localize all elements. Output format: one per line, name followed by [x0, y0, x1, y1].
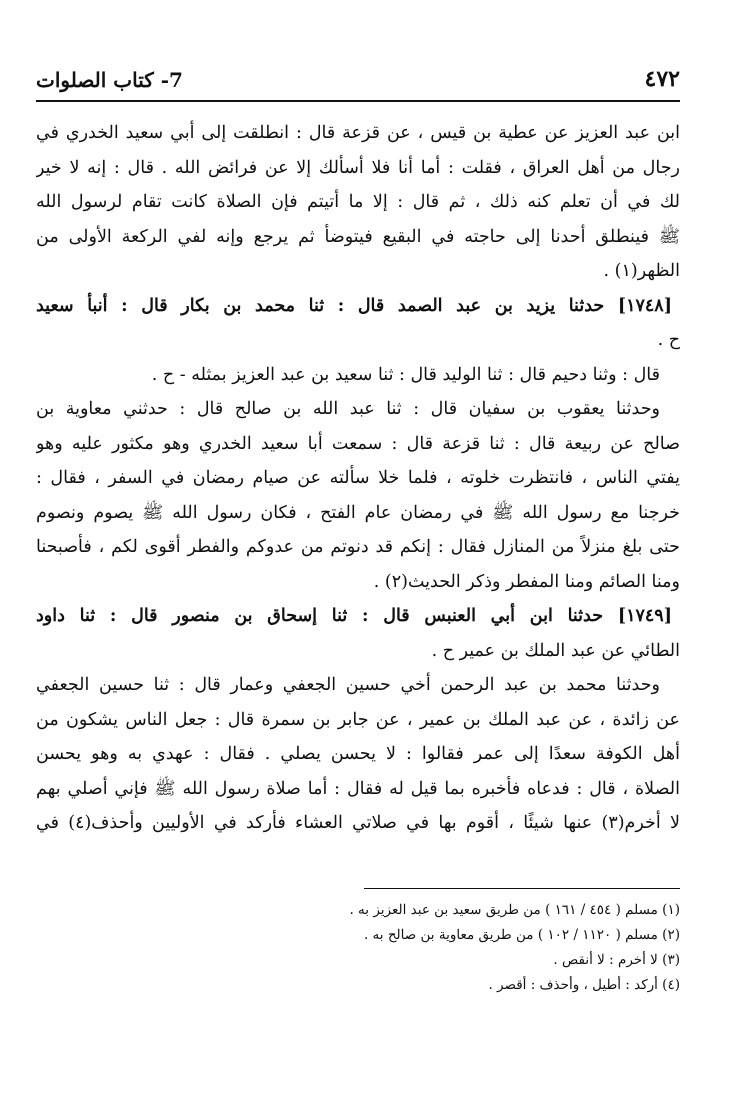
text-line: ومنا الصائم ومنا المفطر وذكر الحديث(٢) . [373, 571, 680, 592]
footnote-1: (١) مسلم ( ٤٥٤ / ١٦١ ) من طريق سعيد بن عبد العزيز به . [349, 902, 680, 918]
text-line: الطائي عن عبد الملك بن عمير ح . [431, 640, 680, 661]
main-text [36, 116, 680, 841]
footnote-3: (٣) لا أخرم : لا أنقص . [553, 952, 680, 968]
text-line: أهل الكوفة سعدًا إلى عمر فقالوا : لا يحسن يصلي . فقال : عهدي به وهو يحسن [36, 744, 680, 764]
page-header [36, 58, 680, 92]
footnote-divider [364, 888, 680, 889]
footnote-4: (٤) أركد : أطيل ، وأحذف : أقصر . [488, 977, 680, 993]
text-line: وحدثنا محمد بن عبد الرحمن أخي حسين الجعفي وعمار قال : ثنا حسين الجعفي [36, 675, 660, 695]
text-line: لا أخرم(٣) عنها شيئًا ، أقوم بها في صلاتي العشاء فأركد في الأوليين وأحذف(٤) في [36, 813, 680, 833]
text-line: ابن عبد العزيز عن عطية بن قيس ، عن قزعة قال : انطلقت إلى أبي سعيد الخدري في [36, 123, 680, 143]
text-line: وحدثنا يعقوب بن سفيان قال : ثنا عبد الله بن صالح قال : حدثني معاوية بن [36, 399, 660, 419]
text-line: حتى بلغ منزلاً من المنازل فقال : إنكم قد دنوتم من عدوكم والفطر أقوى لكم ، فأصبحنا [36, 537, 680, 557]
footnote-2: (٢) مسلم ( ١١٢٠ / ١٠٢ ) من طريق معاوية بن صالح به . [363, 927, 680, 943]
hadith-heading-1748: [١٧٤٨] حدثنا يزيد بن عبد الصمد قال : ثنا محمد بن بكار قال : أنبأ سعيد [36, 295, 672, 316]
chapter-title: 7- كتاب الصلوات [36, 68, 183, 92]
text-line: رجال من أهل العراق ، فقلت : أما أنا فلا أسألك إلا عن فرائض الله . قال : إنه لا خير [36, 157, 680, 178]
text-line: قال : وثنا دحيم قال : ثنا الوليد قال : ثنا سعيد بن عبد العزيز بمثله - ح . [151, 364, 660, 385]
header-divider [36, 100, 680, 102]
text-line: يفتي الناس ، فانتظرت خلوته ، فلما خلا سألته عن صيام رمضان في السفر ، فقال : [36, 468, 680, 488]
text-line: عن زائدة ، عن عبد الملك بن عمير ، عن جابر بن سمرة قال : جعل الناس يشكون من [36, 709, 680, 730]
text-line: خرجنا مع رسول الله ﷺ في رمضان عام الفتح ، فكان رسول الله ﷺ يصوم ونصوم [36, 502, 680, 523]
text-line: الظهر(١) . [603, 261, 680, 281]
text-line: لك في أن تعلم كنه ذلك ، ثم قال : إلا ما أتيتم فإن الصلاة كانت تقام لرسول الله [36, 192, 680, 212]
page-number: ٤٧٢ [644, 66, 680, 92]
text-line: ح . [657, 330, 680, 350]
text-line: صالح عن ربيعة قال : ثنا قزعة قال : سمعت أبا سعيد الخدري وهو مكثور عليه وهو [36, 433, 680, 454]
hadith-heading-1749: [١٧٤٩] حدثنا ابن أبي العنبس قال : ثنا إسحاق بن منصور قال : ثنا داود [36, 606, 672, 626]
text-line: الصلاة ، قال : فدعاه فأخبره بما قيل له فقال : أما صلاة رسول الله ﷺ فإني أصلي بهم [36, 778, 680, 799]
footnotes [36, 898, 680, 998]
text-line: ﷺ فينطلق أحدنا إلى حاجته في البقيع فيتوضأ ثم يرجع وإنه لفي الركعة الأولى من [36, 226, 680, 247]
